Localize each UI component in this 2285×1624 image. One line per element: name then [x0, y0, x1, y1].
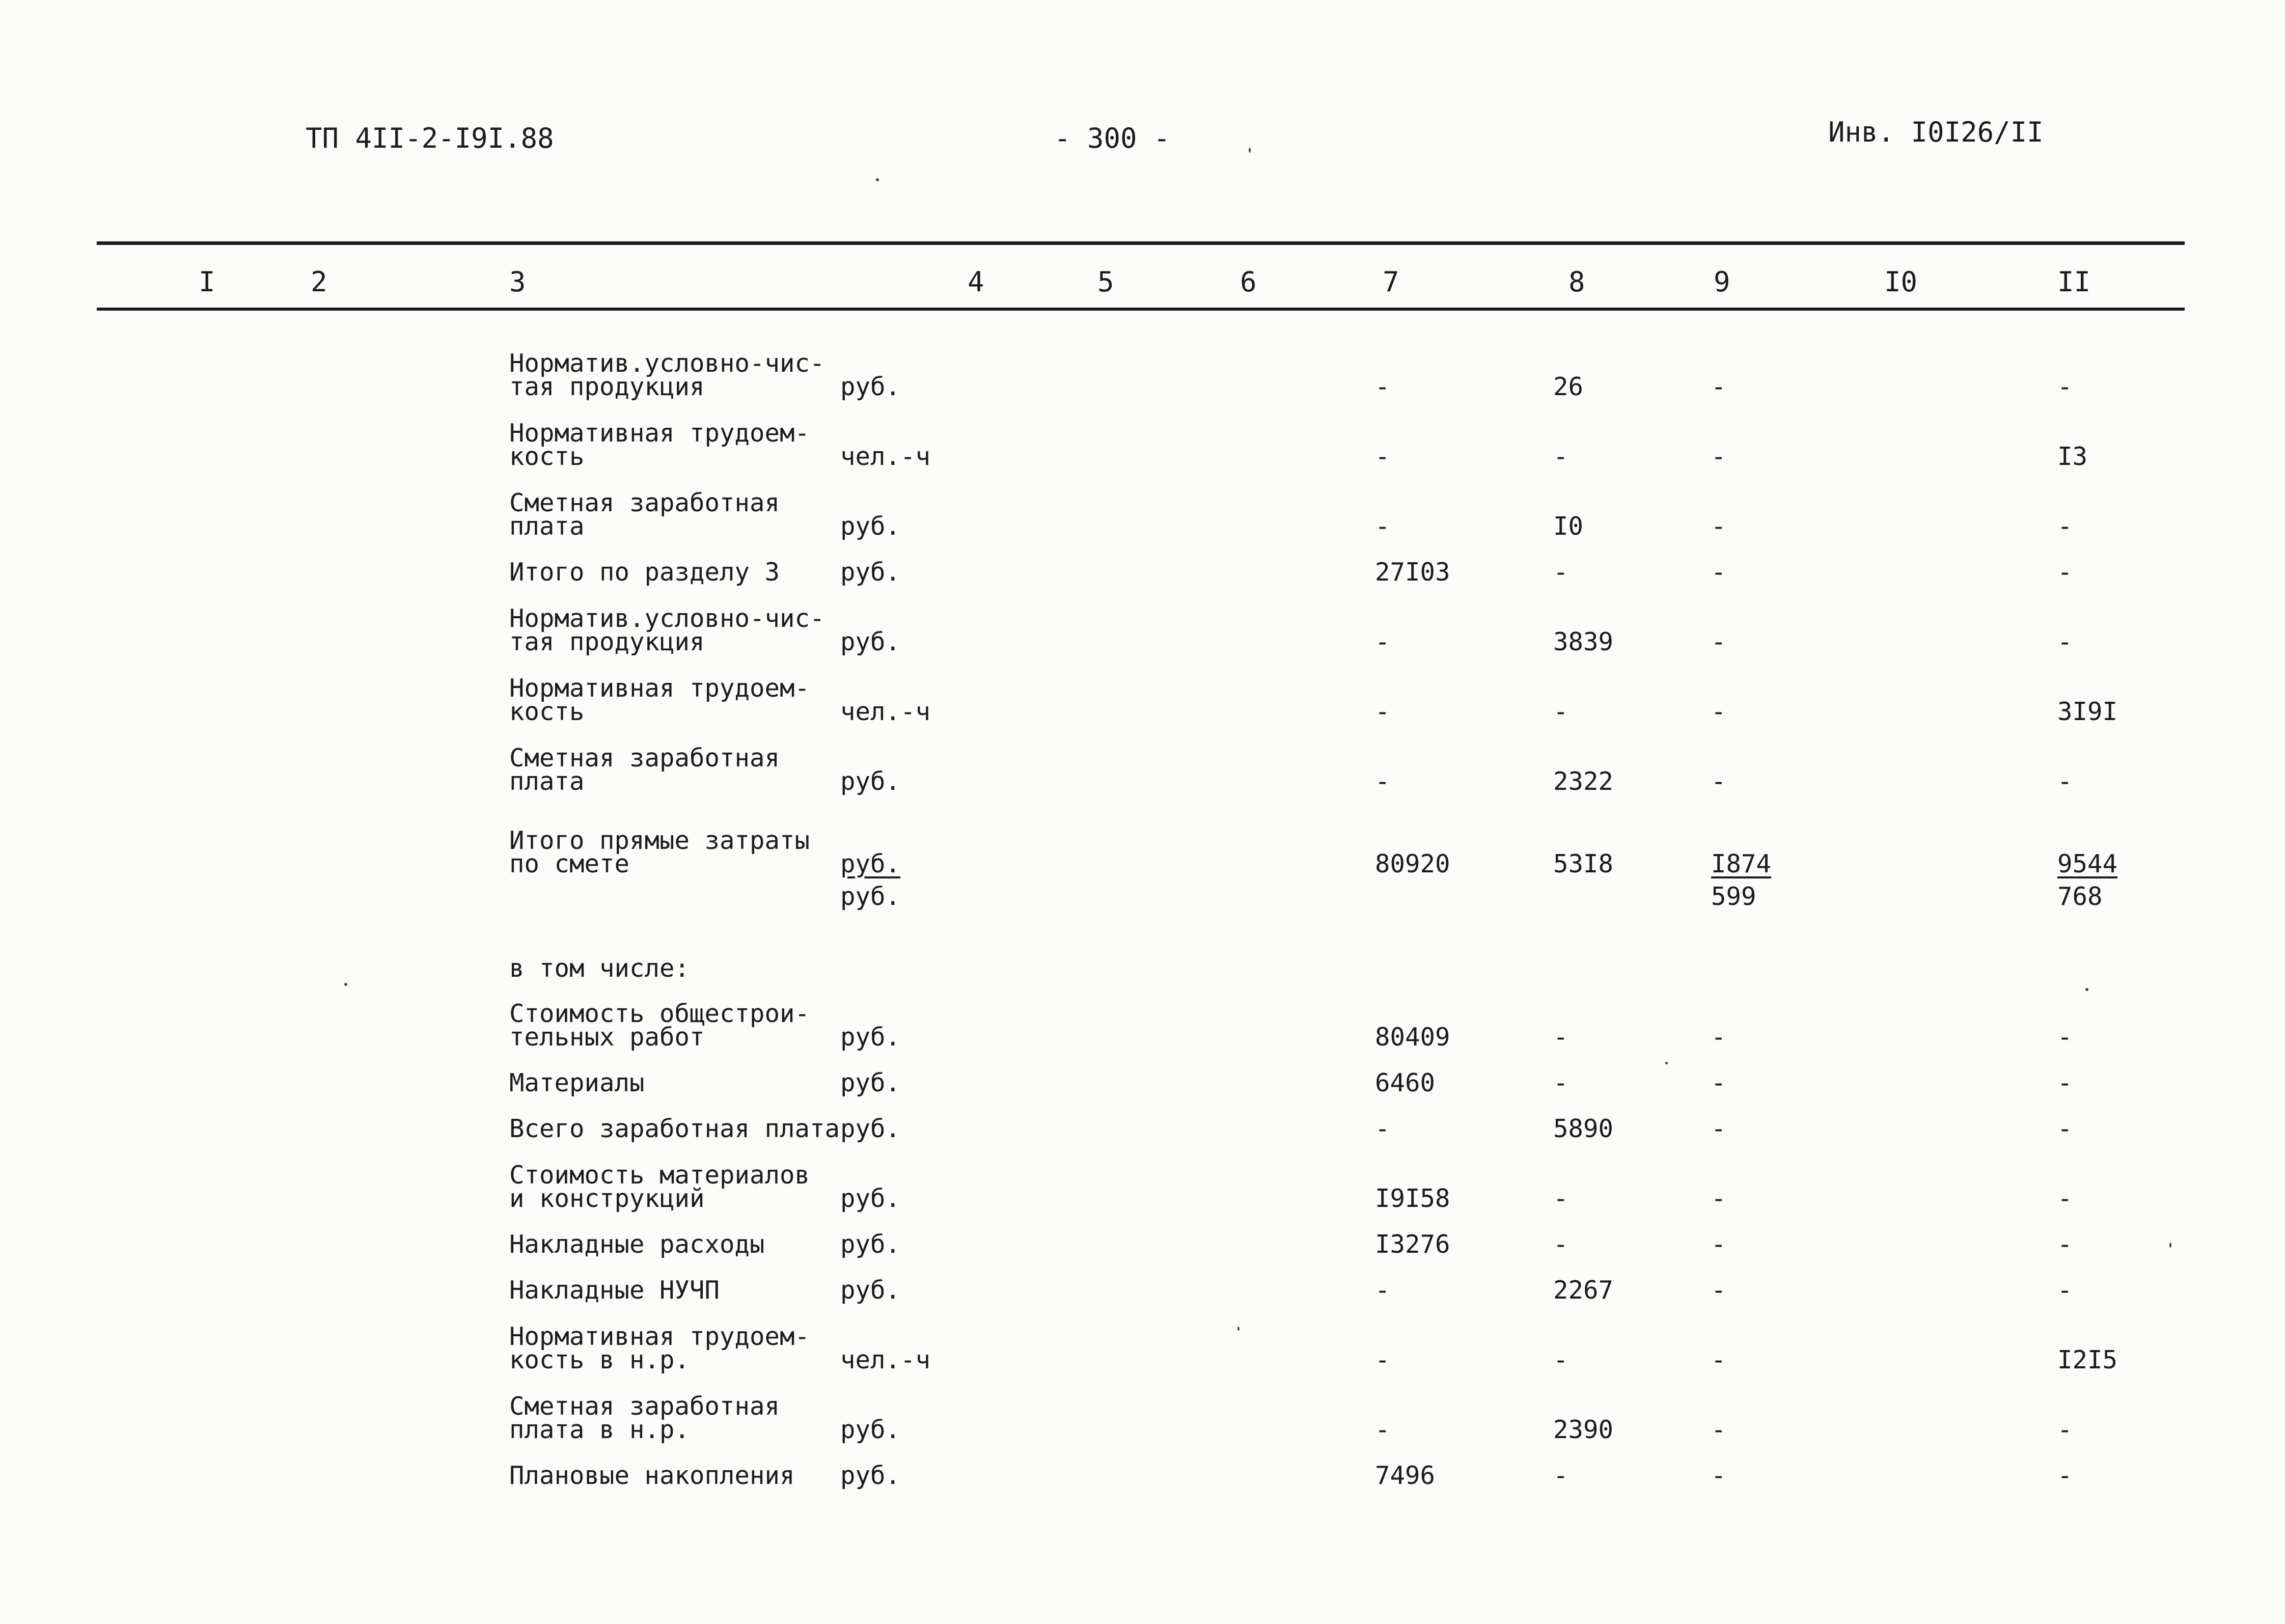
- cell-col-9: -: [1711, 1276, 1726, 1305]
- cell-col-7: 80409: [1375, 1023, 1450, 1052]
- cell-col-7: -: [1375, 1114, 1390, 1143]
- row-label: Стоимость общестрои- тельных работ: [509, 999, 810, 1052]
- cell-col-7: -: [1375, 1345, 1390, 1374]
- row-unit: руб.: [840, 1415, 901, 1444]
- row-unit: руб.: [840, 1184, 901, 1213]
- row-unit: чел.-ч: [840, 442, 931, 471]
- cell-col-8: 26: [1553, 372, 1584, 401]
- cell-col-7: -: [1375, 627, 1390, 656]
- row-label: Материалы: [509, 1068, 645, 1097]
- column-number: 6: [1240, 266, 1257, 298]
- column-number: 8: [1568, 266, 1585, 298]
- row-unit-denominator: руб.: [840, 882, 901, 911]
- inventory-number: Инв. I0I26/II: [1828, 116, 2044, 148]
- cell-col-9: -: [1711, 1023, 1726, 1052]
- row-unit: руб.: [840, 849, 901, 878]
- cell-col-9: -: [1711, 1415, 1726, 1444]
- row-unit: руб.: [840, 1461, 901, 1490]
- row-label: Накладные расходы: [509, 1230, 765, 1259]
- cell-col-9: I874: [1711, 849, 1772, 878]
- scan-speck: [1665, 1062, 1668, 1064]
- row-label: Плановые накопления: [509, 1461, 795, 1490]
- column-number: 4: [968, 266, 984, 298]
- cell-col-11: 9544: [2057, 849, 2118, 878]
- cell-col-11: -: [2057, 372, 2073, 401]
- cell-col-7: -: [1375, 767, 1390, 796]
- page-number: - 300 -: [1054, 122, 1170, 154]
- cell-col-9: -: [1711, 1068, 1726, 1097]
- row-label: Сметная заработная плата в н.р.: [509, 1392, 780, 1444]
- cell-col-11: -: [2057, 1023, 2073, 1052]
- cell-col-11: -: [2057, 627, 2073, 656]
- cell-col-8: 2390: [1553, 1415, 1614, 1444]
- row-label: Нормативная трудоем- кость: [509, 419, 810, 471]
- row-unit: чел.-ч: [840, 1345, 931, 1374]
- cell-col-8: -: [1553, 1184, 1568, 1213]
- row-unit: руб.: [840, 767, 901, 796]
- cell-col-9: -: [1711, 1114, 1726, 1143]
- cell-col-9: -: [1711, 767, 1726, 796]
- cell-col-9: -: [1711, 1345, 1726, 1374]
- table-row: [0, 1386, 2285, 1488]
- cell-col-8: -: [1553, 1068, 1568, 1097]
- cell-col-7: -: [1375, 1415, 1390, 1444]
- row-label: в том числе:: [509, 954, 690, 983]
- column-number: II: [2057, 266, 2091, 298]
- cell-col-11: -: [2057, 558, 2073, 587]
- cell-col-7: I9I58: [1375, 1184, 1450, 1213]
- scan-speck: [2169, 1243, 2171, 1248]
- row-unit: руб.: [840, 1276, 901, 1305]
- table-row: [0, 774, 2285, 876]
- cell-col-7: I3276: [1375, 1230, 1450, 1259]
- row-label: Нормативная трудоем- кость в н.р.: [509, 1322, 810, 1374]
- row-unit: чел.-ч: [840, 697, 931, 726]
- scan-speck: [2085, 988, 2088, 991]
- cell-col-9: -: [1711, 442, 1726, 471]
- row-label: Итого прямые затраты по смете: [509, 826, 810, 878]
- cell-col-11: I2I5: [2057, 1345, 2118, 1374]
- row-label: Сметная заработная плата: [509, 744, 780, 796]
- column-number: 3: [509, 266, 526, 298]
- row-label: Итого по разделу 3: [509, 558, 780, 587]
- cell-col-11: -: [2057, 1415, 2073, 1444]
- cell-col-9: -: [1711, 1184, 1726, 1213]
- scan-speck: [344, 983, 347, 986]
- cell-col-8: -: [1553, 697, 1568, 726]
- cell-col-7: 80920: [1375, 849, 1450, 878]
- cell-col-8: 2322: [1553, 767, 1614, 796]
- cell-col-11: -: [2057, 1230, 2073, 1259]
- cell-col-8: -: [1553, 1023, 1568, 1052]
- row-unit: руб.: [840, 512, 901, 541]
- cell-col-9: -: [1711, 627, 1726, 656]
- cell-col-11-denominator: 768: [2057, 882, 2103, 911]
- cell-col-11: -: [2057, 1184, 2073, 1213]
- cell-col-9: -: [1711, 512, 1726, 541]
- cell-col-7: 7496: [1375, 1461, 1436, 1490]
- cell-col-9: -: [1711, 1461, 1726, 1490]
- cell-col-11: 3I9I: [2057, 697, 2118, 726]
- cell-col-7: -: [1375, 372, 1390, 401]
- row-unit: руб.: [840, 1068, 901, 1097]
- row-unit: руб.: [840, 1230, 901, 1259]
- row-label: Стоимость материалов и конструкций: [509, 1161, 810, 1213]
- scan-speck: [876, 178, 879, 181]
- cell-col-7: -: [1375, 512, 1390, 541]
- cell-col-8: I0: [1553, 512, 1584, 541]
- table-top-rule: [97, 241, 2185, 245]
- cell-col-9: -: [1711, 1230, 1726, 1259]
- document-code: ТП 4II-2-I9I.88: [306, 122, 554, 154]
- cell-col-8: -: [1553, 1345, 1568, 1374]
- cell-col-8: -: [1553, 1461, 1568, 1490]
- row-unit: руб.: [840, 1023, 901, 1052]
- row-label: Нормативная трудоем- кость: [509, 674, 810, 726]
- cell-col-9: -: [1711, 558, 1726, 587]
- cell-col-8: 53I8: [1553, 849, 1614, 878]
- cell-col-11: -: [2057, 1114, 2073, 1143]
- column-number: 9: [1714, 266, 1730, 298]
- scan-speck: [1249, 148, 1251, 153]
- scan-speck: [1237, 1327, 1240, 1331]
- column-number: 5: [1097, 266, 1114, 298]
- row-unit: руб.: [840, 558, 901, 587]
- column-number: I0: [1884, 266, 1918, 298]
- row-label: Всего заработная плата: [509, 1114, 840, 1143]
- column-number: 2: [311, 266, 327, 298]
- cell-col-11: -: [2057, 512, 2073, 541]
- cell-col-11: -: [2057, 767, 2073, 796]
- cell-col-8: -: [1553, 1230, 1568, 1259]
- row-label: Накладные НУЧП: [509, 1276, 720, 1305]
- cell-col-7: -: [1375, 697, 1390, 726]
- cell-col-8: 2267: [1553, 1276, 1614, 1305]
- cell-col-11: -: [2057, 1461, 2073, 1490]
- cell-col-7: 27I03: [1375, 558, 1450, 587]
- cell-col-9: -: [1711, 697, 1726, 726]
- row-label: Сметная заработная плата: [509, 488, 780, 541]
- cell-col-8: -: [1553, 442, 1568, 471]
- cell-col-7: 6460: [1375, 1068, 1436, 1097]
- cell-col-7: -: [1375, 442, 1390, 471]
- row-unit: руб.: [840, 627, 901, 656]
- cell-col-8: 5890: [1553, 1114, 1614, 1143]
- row-label: Норматив.условно-чис- тая продукция: [509, 349, 825, 401]
- cell-col-9: -: [1711, 372, 1726, 401]
- cell-col-8: -: [1553, 558, 1568, 587]
- row-label: Норматив.условно-чис- тая продукция: [509, 604, 825, 656]
- cell-col-11: I3: [2057, 442, 2088, 471]
- column-number: 7: [1383, 266, 1399, 298]
- cell-col-11: -: [2057, 1068, 2073, 1097]
- column-number: I: [199, 266, 215, 298]
- cell-col-11: -: [2057, 1276, 2073, 1305]
- row-unit: руб.: [840, 1114, 901, 1143]
- cell-col-7: -: [1375, 1276, 1390, 1305]
- row-unit: руб.: [840, 372, 901, 401]
- cell-col-9-denominator: 599: [1711, 882, 1756, 911]
- cell-col-8: 3839: [1553, 627, 1614, 656]
